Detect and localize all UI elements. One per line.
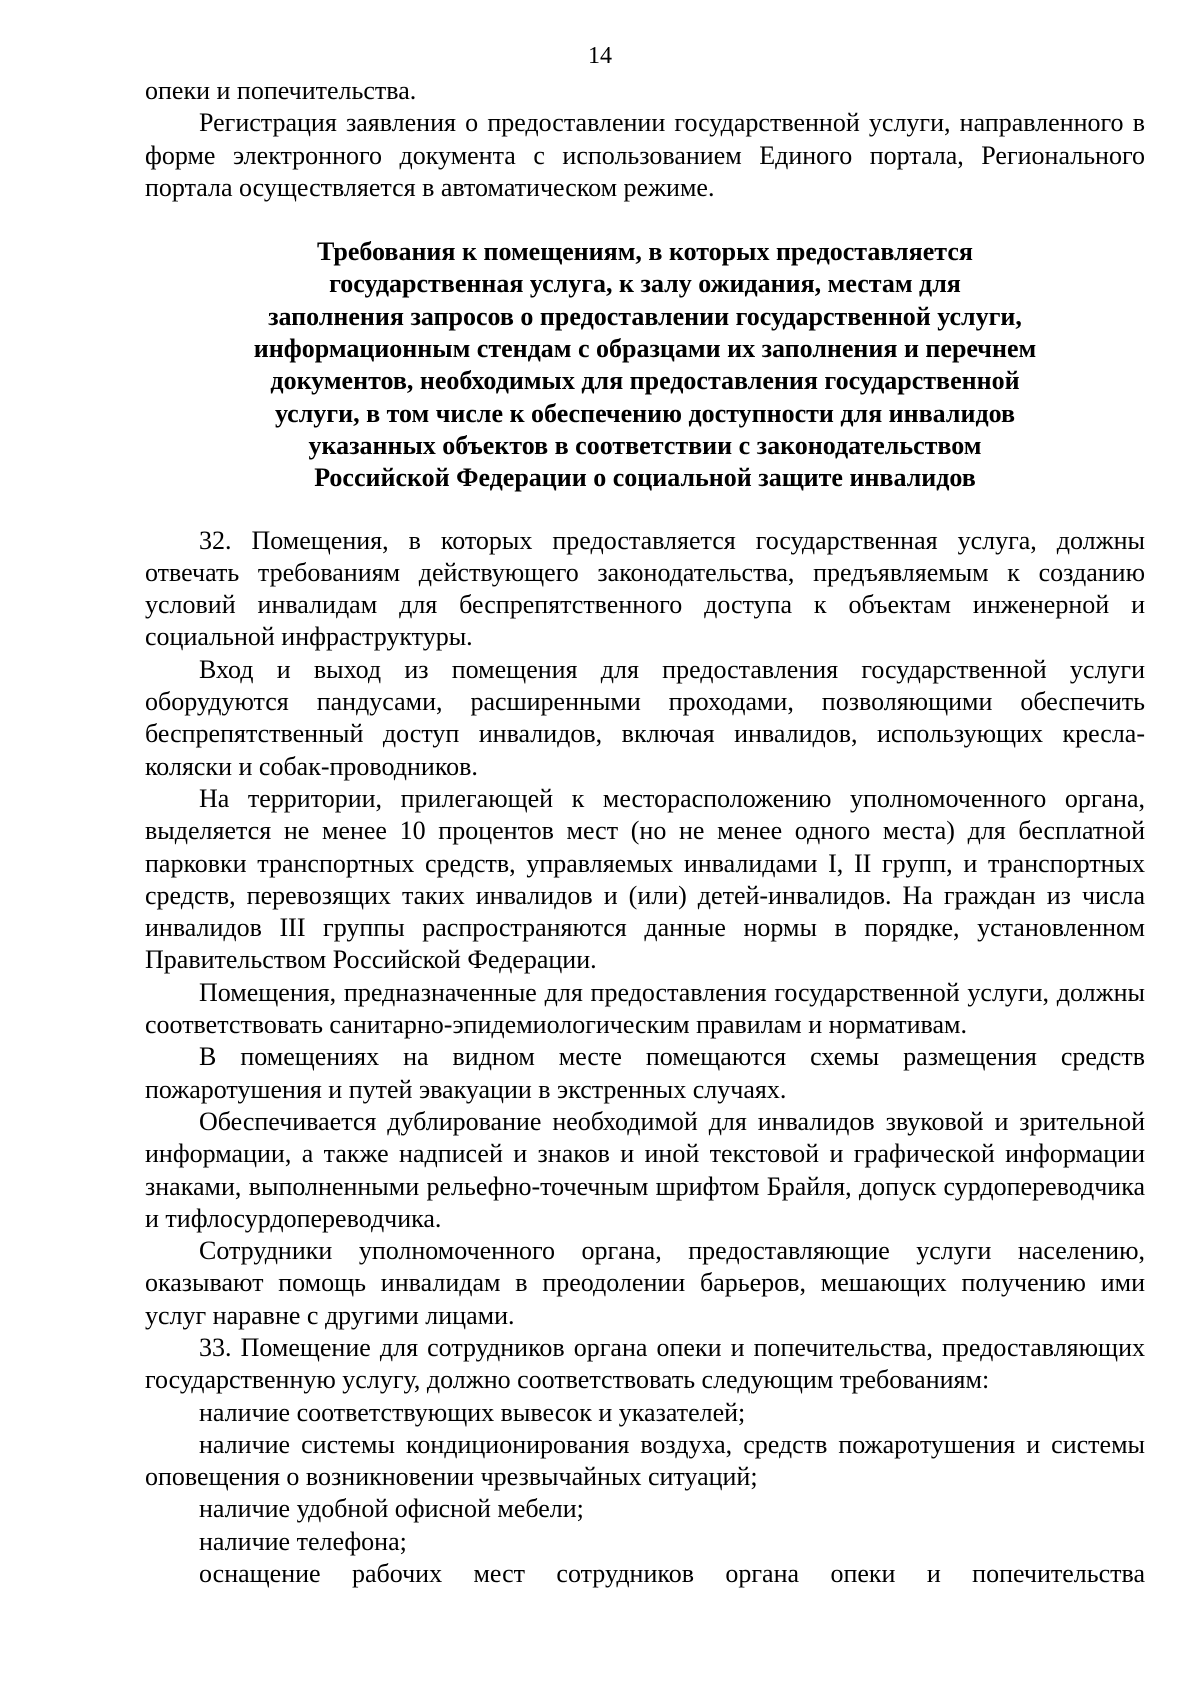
heading-line: заполнения запросов о предоставлении государственной услуги, xyxy=(268,301,1022,331)
list-item-signs: наличие соответствующих вывесок и указателей; xyxy=(199,1397,746,1427)
paragraph-sanitary: Помещения, предназначенные для предоставления государственной услуги, должны соответствовать санитарно-эпидемиологическим правилам и нормативам. xyxy=(145,977,1145,1040)
heading-line: Российской Федерации о социальной защите инвалидов xyxy=(314,463,976,493)
page-number: 14 xyxy=(588,43,612,69)
heading-line: информационным стендам с образцами их заполнения и перечнем xyxy=(253,334,1037,364)
list-item-workplaces: оснащение рабочих мест сотрудников органа опеки и попечительства xyxy=(199,1559,1145,1589)
paragraph-braille: Обеспечивается дублирование необходимой для инвалидов звуковой и зрительной информации, а также надписей и знаков и иной текстовой и графической информации знаками, выполненными рельефно-точечным шрифтом Брайля, допуск сурдопереводчика и тифлосурдопереводчика. xyxy=(145,1106,1145,1233)
intro-continuation: опеки и попечительства. xyxy=(145,76,417,105)
heading-line: услуги, в том числе к обеспечению доступности для инвалидов xyxy=(274,398,1016,428)
paragraph-evacuation: В помещениях на видном месте помещаются схемы размещения средств пожаротушения и путей эвакуации в экстренных случаях. xyxy=(145,1042,1145,1104)
intro-paragraph: Регистрация заявления о предоставлении государственной услуги, направленного в форме электронного документа с использованием Единого портала, Регионального портала осуществляется в автоматическом режиме. xyxy=(145,108,1145,202)
paragraph-staff-help: Сотрудники уполномоченного органа, предоставляющие услуги населению, оказывают помощь инвалидам в преодолении барьеров, мешающих получению ими услуг наравне с другими лицами. xyxy=(145,1236,1145,1330)
paragraph-33: 33. Помещение для сотрудников органа опеки и попечительства, предоставляющих государственную услугу, должно соответствовать следующим требованиям: xyxy=(145,1332,1145,1395)
paragraph-32: 32. Помещения, в которых предоставляется государственная услуга, должны отвечать требованиям действующего законодательства, предъявляемым к созданию условий инвалидам для беспрепятственного доступа к объектам инженерной и социальной инфраструктуры. xyxy=(145,525,1145,652)
heading-line: государственная услуга, к залу ожидания, местам для xyxy=(329,269,961,299)
heading-line: Требования к помещениям, в которых предоставляется xyxy=(317,237,973,267)
list-item-telephone: наличие телефона; xyxy=(199,1526,407,1556)
paragraph-entrance: Вход и выход из помещения для предоставления государственной услуги оборудуются пандусами, расширенными проходами, позволяющими обеспечить беспрепятственный доступ инвалидов, включая инвалидов, использующих кресла-коляски и собак-проводников. xyxy=(145,654,1145,781)
list-item-conditioning: наличие системы кондиционирования воздуха, средств пожаротушения и системы оповещения о возникновении чрезвычайных ситуаций; xyxy=(145,1429,1145,1492)
list-item-furniture: наличие удобной офисной мебели; xyxy=(199,1494,584,1524)
section-heading xyxy=(145,236,1145,494)
heading-line: указанных объектов в соответствии с законодательством xyxy=(308,430,982,460)
paragraph-parking: На территории, прилегающей к месторасположению уполномоченного органа, выделяется не менее 10 процентов мест (но не менее одного места) для бесплатной парковки транспортных средств, управляемых инвалидами I, II групп, и транспортных средств, перевозящих таких инвалидов и (или) детей-инвалидов. На граждан из числа инвалидов III группы распространяются данные нормы в порядке, установленном Правительством Российской Федерации. xyxy=(145,783,1145,975)
heading-line: документов, необходимых для предоставления государственной xyxy=(270,366,1020,396)
page-content xyxy=(145,75,1145,1590)
